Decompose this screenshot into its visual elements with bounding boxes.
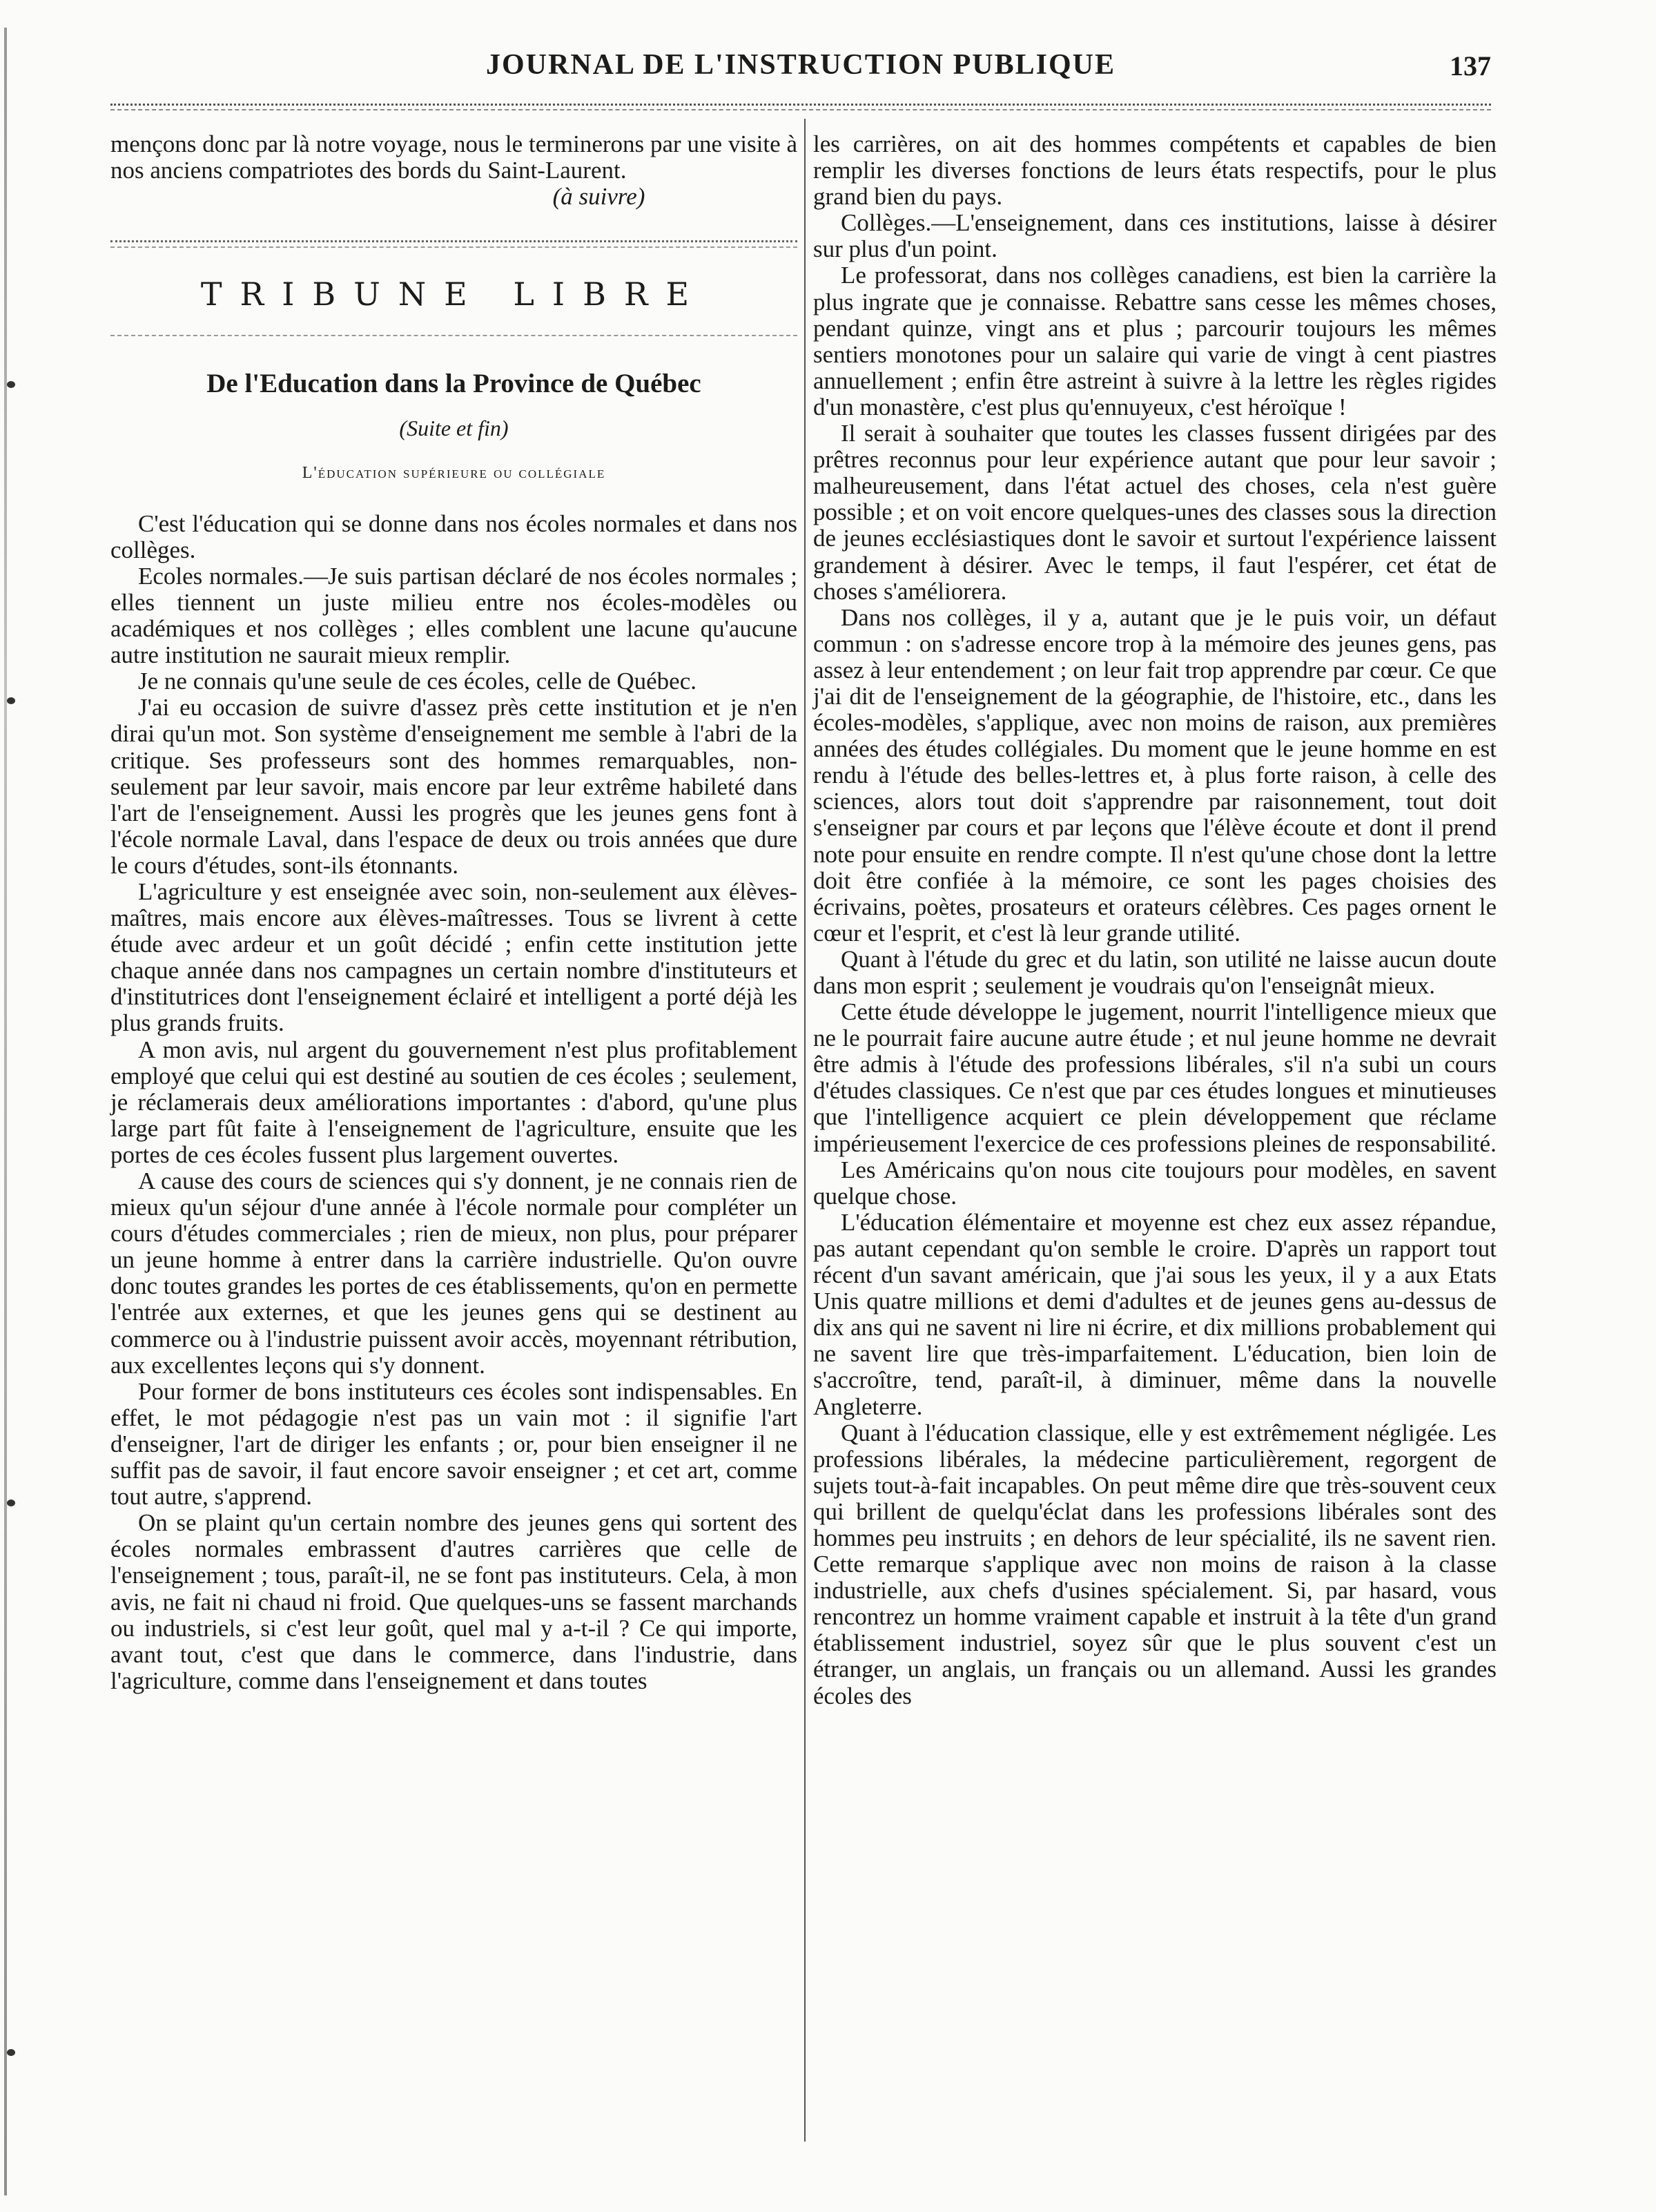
section-rule: [110, 240, 797, 242]
section-rule: [110, 335, 797, 336]
page-number: 137: [1450, 50, 1491, 81]
column-divider: [804, 119, 806, 2142]
body-paragraph: Quant à l'étude du grec et du latin, son utilité ne laisse aucun doute dans mon esprit ; seulement je voudrais qu'on l'enseignât mieux.: [813, 945, 1497, 999]
section-rule: [110, 246, 797, 248]
body-paragraph: Le professorat, dans nos collèges canadiens, est bien la carrière la plus ingrate que je connaisse. Rebattre sans cesse les mêmes choses, pendant quinze, vingt ans et plus ; parcourir toujours les mêmes sentiers monotones pour un salaire qui varie de vingt à cent piastres annuellement ; enfin être astreint à suivre à la lettre les règles rigides d'un monastère, c'est plus qu'ennuyeux, c'est héroïque !: [813, 262, 1497, 420]
body-paragraph: Il serait à souhaiter que toutes les classes fussent dirigées par des prêtres reconnus pour leur expérience autant que pour leur savoir ; malheureusement, dans l'état actuel des choses, cela n'est guère possible ; et on voit encore quelques-unes des classes sous la direction de jeunes ecclésiastiques dont le savoir et surtout l'expérience laissent grandement à désirer. Avec le temps, il faut l'espérer, cet état de choses s'améliorera.: [813, 420, 1497, 605]
margin-mark: [7, 1500, 15, 1506]
body-paragraph: L'agriculture y est enseignée avec soin, non-seulement aux élèves-maîtres, mais encore aux élèves-maîtresses. Tous se livrent à cette étude avec ardeur et un goût décidé ; enfin cette institution jette chaque année dans nos campagnes un certain nombre d'instituteurs et d'institutrices dont l'enseignement éclairé et intelligent a porté déjà les plus grands fruits.: [110, 877, 797, 1037]
carryover-paragraph: mençons donc par là notre voyage, nous le terminerons par une visite à nos anciens compatriotes des bords du Saint-Laurent.: [110, 130, 797, 184]
body-paragraph: On se plaint qu'un certain nombre des jeunes gens qui sortent des écoles normales embrassent d'autres carrières que celle de l'enseignement ; tous, paraît-il, ne se font pas instituteurs. Cela, à mon avis, ne fait ni chaud ni froid. Que quelques-uns se fassent marchands ou industriels, si c'est leur goût, quel mal y a-t-il ? Ce qui importe, avant tout, c'est que dans le commerce, dans l'industrie, dans l'agriculture, comme dans l'enseignement et dans toutes: [110, 1509, 797, 1694]
body-paragraph: C'est l'éducation qui se donne dans nos écoles normales et dans nos collèges.: [110, 510, 797, 563]
body-paragraph: Quant à l'éducation classique, elle y est extrêmement négligée. Les professions libérales, la médecine particulièrement, regorgent de sujets tout-à-fait incapables. On peut même dire que très-souvent ceux qui brillent de quelqu'éclat dans les professions libérales sont des hommes peu instruits ; en dehors de leur spécialité, ils ne savent rien. Cette remarque s'applique avec non moins de raison à la classe industrielle, aux chefs d'usines spécialement. Si, par hasard, vous rencontrez un homme vraiment capable et instruit à la tête d'un grand établissement industriel, soyez sûr que le plus souvent c'est un étranger, un anglais, un français ou un allemand. Aussi les grandes écoles des: [813, 1419, 1497, 1709]
header-rule: [110, 104, 1491, 106]
article-title: De l'Education dans la Province de Québec: [206, 369, 701, 399]
body-paragraph: Les Américains qu'on nous cite toujours pour modèles, en savent quelque chose.: [813, 1156, 1497, 1210]
page-header: [110, 46, 1491, 87]
right-column: [813, 131, 1497, 1709]
article-subtitle: (Suite et fin): [399, 416, 509, 441]
to-be-continued: (à suivre): [552, 183, 645, 211]
body-paragraph: Je ne connais qu'une seule de ces écoles, celle de Québec.: [138, 668, 697, 695]
section-title: TRIBUNE LIBRE: [200, 275, 708, 313]
body-paragraph: les carrières, on ait des hommes compétents et capables de bien remplir les diverses fonctions de leurs états respectifs, pour le plus grand bien du pays.: [813, 130, 1497, 211]
body-paragraph: A cause des cours de sciences qui s'y donnent, je ne connais rien de mieux qu'un séjour d'une année à l'école normale pour compléter un cours d'études commerciales ; rien de mieux, non plus, pour préparer un jeune homme à entrer dans la carrière industrielle. Qu'on ouvre donc toutes grandes les portes de ces établissements, qu'on en permette l'entrée aux externes, et que les jeunes gens qui se destinent au commerce ou à l'industrie puissent avoir accès, moyennant rétribution, aux excellentes leçons qui s'y donnent.: [110, 1167, 797, 1379]
body-paragraph: Dans nos collèges, il y a, autant que je le puis voir, un défaut commun : on s'adresse encore trop à la mémoire des jeunes gens, pas assez à leur entendement ; on leur fait trop apprendre par cœur. Ce que j'ai dit de l'enseignement de la géographie, de l'histoire, etc., dans les écoles-modèles, s'applique, avec non moins de raison, aux premières années des études collégiales. Du moment que le jeune homme en est rendu à l'étude des belles-lettres et, à plus forte raison, à celle des sciences, alors tout doit s'apprendre par raisonnement, tout doit s'enseigner par cours et par leçons que l'élève écoute et dont il prend note pour ensuite en rendre compte. Il n'est qu'une chose dont la lettre doit être confiée à la mémoire, ce sont les pages choisies des écrivains, poètes, prosateurs et orateurs célèbres. Ces pages ornent le cœur et l'esprit, et c'est là leur grande utilité.: [813, 603, 1497, 947]
margin-mark: [7, 381, 15, 388]
margin-mark: [7, 2049, 15, 2056]
body-paragraph: L'éducation élémentaire et moyenne est chez eux assez répandue, pas autant cependant qu'on semble le croire. D'après un rapport tout récent d'un savant américain, que j'ai sous les yeux, il y a aux Etats Unis quatre millions et demi d'adultes et de jeunes gens au-dessus de dix ans qui ne savent ni lire ni écrire, et dix millions probablement qui ne savent lire que très-imparfaitement. L'éducation, bien loin de s'accroître, tend, paraît-il, à diminuer, même dans la nouvelle Angleterre.: [813, 1208, 1497, 1420]
body-paragraph: Collèges.—L'enseignement, dans ces institutions, laisse à désirer sur plus d'un point.: [813, 209, 1497, 263]
body-paragraph: J'ai eu occasion de suivre d'assez près cette institution et je n'en dirai qu'un mot. Son système d'enseignement me semble à l'abri de la critique. Ses professeurs sont des hommes remarquables, non-seulement par leur savoir, mais encore par leur extrême habileté dans l'art de l'enseignement. Aussi les progrès que les jeunes gens font à l'école normale Laval, dans l'espace de deux ou trois années que dure le cours d'études, sont-ils étonnants.: [110, 694, 797, 879]
body-paragraph: A mon avis, nul argent du gouvernement n'est plus profitablement employé que celui qui est destiné au soutien de ces écoles ; seulement, je réclamerais deux améliorations importantes : d'abord, qu'une plus large part fût faite à l'enseignement de l'agriculture, ensuite que les portes de ces écoles fussent plus largement ouvertes.: [110, 1036, 797, 1168]
body-paragraph: Pour former de bons instituteurs ces écoles sont indispensables. En effet, le mot pédagogie n'est pas un vain mot : il signifie l'art d'enseigner, l'art de diriger les enfants ; or, pour bien enseigner il ne suffit pas de savoir, il faut encore savoir enseigner ; et cet art, comme tout autre, s'apprend.: [110, 1377, 797, 1511]
page-binding-edge: [4, 28, 7, 2195]
body-paragraph: Cette étude développe le jugement, nourrit l'intelligence mieux que ne le pourrait faire aucune autre étude ; et nul jeune homme ne devrait être admis à l'étude des professions libérales, s'il n'a subi un cours d'études classiques. Ce n'est que par ces études longues et minutieuses que l'intelligence acquiert ce plein développement que réclame impérieusement l'exercice de ces professions pleines de responsabilité.: [813, 998, 1497, 1157]
section-heading: L'éducation supérieure ou collégiale: [302, 463, 606, 482]
body-paragraph: Ecoles normales.—Je suis partisan déclaré de nos écoles normales ; elles tiennent un juste milieu entre nos écoles-modèles ou académiques et nos collèges ; elles comblent une lacune qu'aucune autre institution ne saurait mieux remplir.: [110, 562, 797, 669]
margin-mark: [7, 697, 15, 704]
header-rule: [110, 109, 1491, 110]
running-title: JOURNAL DE L'INSTRUCTION PUBLIQUE: [486, 49, 1116, 81]
left-column: [110, 131, 797, 1694]
